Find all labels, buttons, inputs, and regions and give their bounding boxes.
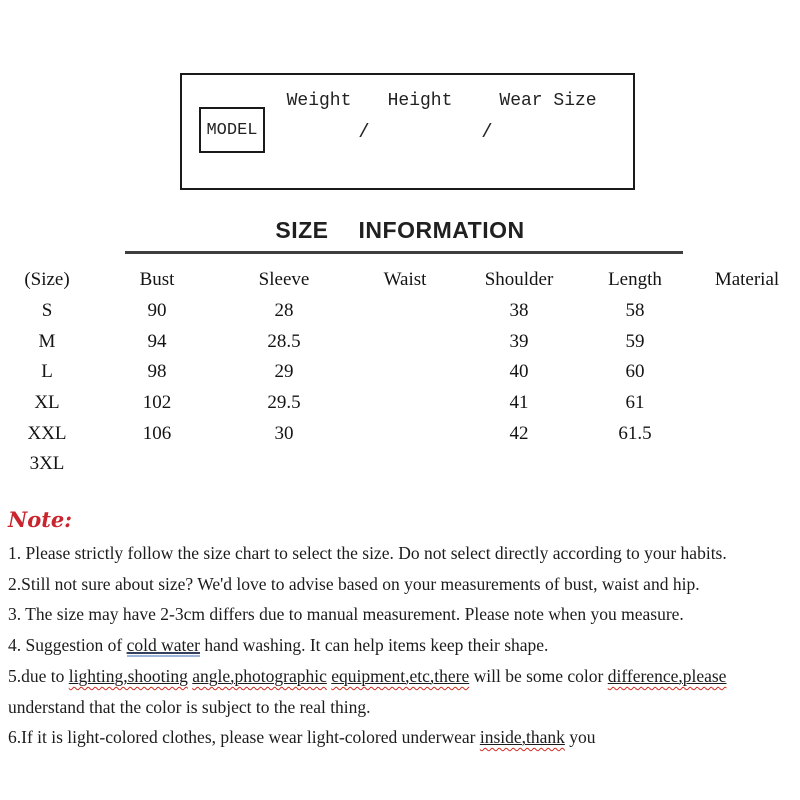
table-cell: 29.5	[267, 392, 301, 414]
note-heading: Note:	[8, 507, 73, 532]
wavy-underlined-text: inside,thank	[479, 727, 565, 748]
column-header: (Size)	[24, 268, 70, 290]
table-cell: 58	[625, 300, 645, 322]
note-text: 4. Suggestion of	[8, 635, 127, 656]
table-row	[0, 296, 800, 327]
wear-size-column-header: Wear Size	[499, 91, 597, 111]
table-cell	[348, 357, 462, 388]
size-table-header	[0, 263, 800, 296]
table-cell: 98	[147, 361, 167, 383]
table-row	[0, 357, 800, 388]
size-table-body	[0, 296, 800, 480]
table-cell: 61	[625, 392, 645, 414]
size-information-title	[0, 217, 800, 244]
note-text: understand that the color is subject to the real thing.	[8, 696, 371, 717]
blue-underlined-text: cold water	[126, 635, 200, 656]
note-line	[8, 630, 798, 661]
note-text: 5.due to	[8, 665, 69, 686]
table-cell	[694, 327, 800, 358]
table-cell: 102	[142, 392, 172, 414]
model-measurements-box	[180, 73, 635, 190]
table-cell: 61.5	[618, 422, 652, 444]
table-cell: 30	[274, 422, 294, 444]
note-text: 1. Please strictly follow the size chart to select the size. Do not select directly according to your habits.	[8, 543, 727, 563]
column-header: Length	[608, 268, 662, 290]
column-header: Bust	[139, 268, 175, 290]
table-cell: 28.5	[267, 330, 301, 352]
table-header-row	[0, 263, 800, 296]
table-cell	[694, 388, 800, 419]
column-header: Material	[714, 268, 780, 290]
table-row	[0, 388, 800, 419]
table-cell: XL	[34, 392, 60, 414]
table-cell	[694, 418, 800, 449]
table-cell	[694, 357, 800, 388]
table-cell: 39	[509, 330, 529, 352]
table-cell	[348, 296, 462, 327]
title-underline-rule	[125, 251, 683, 254]
table-cell: 40	[509, 361, 529, 383]
title-word-information: INFORMATION	[358, 217, 525, 243]
table-cell	[348, 418, 462, 449]
height-value: /	[481, 121, 493, 143]
notes-list	[8, 538, 798, 753]
column-header: Sleeve	[258, 268, 310, 290]
wavy-underlined-text: equipment,etc,there	[331, 665, 470, 686]
note-text: you	[564, 727, 596, 748]
table-cell: 90	[147, 300, 167, 322]
notes-section	[8, 505, 798, 753]
underlined-text	[331, 666, 469, 686]
weight-value: /	[358, 121, 370, 143]
table-cell	[94, 449, 220, 480]
size-table	[0, 263, 800, 480]
table-cell: XXL	[27, 422, 67, 444]
table-row	[0, 449, 800, 480]
table-cell: 29	[274, 361, 294, 383]
note-text: 3. The size may have 2-3cm differs due to manual measurement. Please note when you measure.	[8, 604, 684, 625]
underlined-text	[608, 666, 727, 686]
wavy-underlined-text: difference,please	[607, 665, 727, 686]
column-header: Shoulder	[484, 268, 554, 290]
note-text: 6.If it is light-colored clothes, please wear light-colored underwear	[8, 727, 480, 748]
table-cell: 42	[509, 422, 529, 444]
note-text: will be some color	[469, 665, 608, 686]
table-cell: 3XL	[29, 453, 65, 475]
table-cell: 28	[274, 300, 294, 322]
table-cell	[348, 388, 462, 419]
table-row	[0, 418, 800, 449]
underlined-text	[480, 727, 565, 747]
note-line	[8, 722, 798, 753]
table-cell: 41	[509, 392, 529, 414]
title-word-size: SIZE	[275, 217, 329, 243]
model-label-box	[199, 107, 265, 153]
table-cell: 60	[625, 361, 645, 383]
table-cell	[220, 449, 348, 480]
table-cell: 59	[625, 330, 645, 352]
table-cell: 94	[147, 330, 167, 352]
underlined-text	[69, 666, 188, 686]
note-line	[8, 569, 798, 600]
table-cell: 38	[509, 300, 529, 322]
note-line	[8, 661, 798, 722]
wavy-underlined-text: angle,photographic	[192, 665, 327, 686]
table-cell: S	[41, 300, 53, 322]
table-cell: L	[41, 361, 53, 383]
table-cell	[694, 296, 800, 327]
note-text: hand washing. It can help items keep their shape.	[200, 635, 549, 656]
wavy-underlined-text: lighting,shooting	[68, 665, 188, 686]
column-header: Waist	[383, 268, 427, 290]
table-cell	[348, 449, 462, 480]
note-text: 2.Still not sure about size? We'd love to advise based on your measurements of bust, waist and hip.	[8, 573, 700, 594]
note-line	[8, 538, 798, 569]
table-cell	[348, 327, 462, 358]
table-cell	[694, 449, 800, 480]
note-line	[8, 599, 798, 630]
weight-column-header: Weight	[286, 91, 352, 111]
table-cell	[576, 449, 694, 480]
model-label: MODEL	[206, 120, 258, 140]
height-column-header: Height	[387, 91, 453, 111]
underlined-text	[192, 666, 327, 686]
table-cell: 106	[142, 422, 172, 444]
table-row	[0, 327, 800, 358]
table-cell: M	[38, 330, 56, 352]
table-cell	[462, 449, 576, 480]
